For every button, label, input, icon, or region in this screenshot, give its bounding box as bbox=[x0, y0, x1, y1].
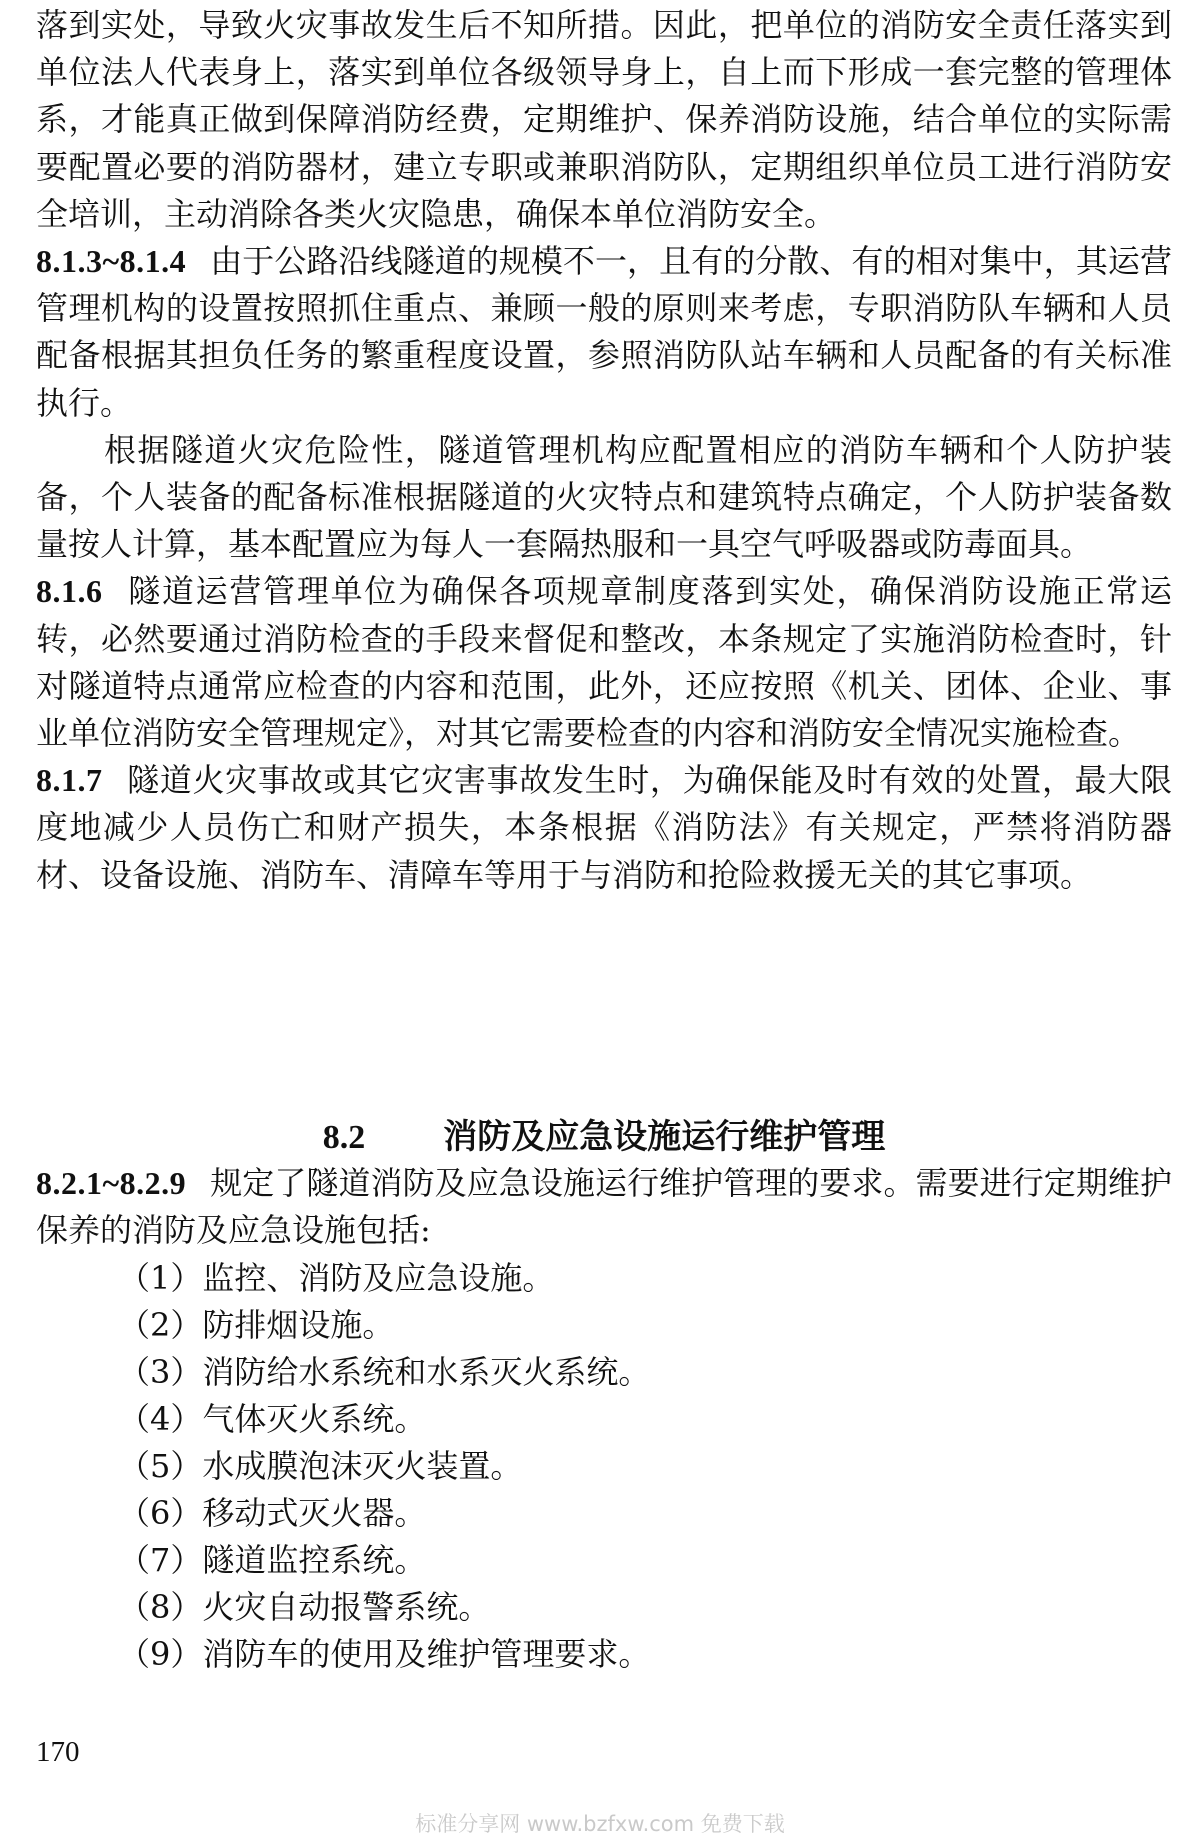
list-item: （9）消防车的使用及维护管理要求。 bbox=[118, 1635, 651, 1673]
list-item: （6）移动式灭火器。 bbox=[118, 1494, 427, 1532]
clause-number: 8.1.6 bbox=[36, 573, 103, 610]
clause-8-1-3-continuation: 根据隧道火灾危险性，隧道管理机构应配置相应的消防车辆和个人防护装备，个人装备的配备标准根据隧道的火灾特点和建筑特点确定，个人防护装备数量按人计算，基本配置应为每人一套隔热服和一具空气呼吸器或防毒面具。 bbox=[36, 430, 1172, 564]
clause-text: 规定了隧道消防及应急设施运行维护管理的要求。需要进行定期维护保养的消防及应急设施包括: bbox=[36, 1164, 1172, 1250]
clause-number: 8.1.3~8.1.4 bbox=[36, 243, 187, 280]
list-item: （4）气体灭火系统。 bbox=[118, 1400, 427, 1438]
list-item: （7）隧道监控系统。 bbox=[118, 1541, 427, 1579]
clause-8-1-6-paragraph bbox=[36, 568, 1172, 757]
clause-number: 8.2.1~8.2.9 bbox=[36, 1165, 187, 1201]
document-page bbox=[36, 2, 1172, 1673]
clause-8-1-7-paragraph bbox=[36, 757, 1172, 899]
list-item: （3）消防给水系统和水系灭火系统。 bbox=[118, 1353, 651, 1391]
section-heading bbox=[36, 1112, 1172, 1163]
clause-8-2-1-paragraph bbox=[36, 1160, 1172, 1254]
clause-text: 隧道火灾事故或其它灾害事故发生时，为确保能及时有效的处置，最大限度地减少人员伤亡和财产损失，本条根据《消防法》有关规定，严禁将消防器材、设备设施、消防车、清障车等用于与消防和抢险救援无关的其它事项。 bbox=[36, 761, 1172, 894]
watermark-text: 标准分享网 www.bzfxw.com 免费下载 bbox=[415, 1812, 785, 1836]
clause-text: 由于公路沿线隧道的规模不一，且有的分散、有的相对集中，其运营管理机构的设置按照抓住重点、兼顾一般的原则来考虑，专职消防队车辆和人员配备根据其担负任务的繁重程度设置，参照消防队站车辆和人员配备的有关标准执行。 bbox=[36, 242, 1172, 422]
list-item: （2）防排烟设施。 bbox=[118, 1306, 395, 1344]
clause-8-1-3-paragraph bbox=[36, 238, 1172, 427]
facility-list bbox=[118, 1255, 650, 1678]
clause-number: 8.1.7 bbox=[36, 762, 103, 799]
page-number: 170 bbox=[36, 1736, 80, 1768]
section-number: 8.2 bbox=[322, 1119, 366, 1156]
list-item: （1）监控、消防及应急设施。 bbox=[118, 1259, 555, 1297]
section-title-text: 消防及应急设施运行维护管理 bbox=[443, 1117, 886, 1157]
list-item: （5）水成膜泡沫灭火装置。 bbox=[118, 1447, 523, 1485]
clause-text: 隧道运营管理单位为确保各项规章制度落到实处，确保消防设施正常运转，必然要通过消防检查的手段来督促和整改，本条规定了实施消防检查时，针对隧道特点通常应检查的内容和范围，此外，还应按照《机关、团体、企业、事业单位消防安全管理规定》，对其它需要检查的内容和消防安全情况实施检查。 bbox=[36, 572, 1172, 753]
list-item: （8）火灾自动报警系统。 bbox=[118, 1588, 491, 1626]
intro-paragraph: 落到实处，导致火灾事故发生后不知所措。因此，把单位的消防安全责任落实到单位法人代表身上，落实到单位各级领导身上，自上而下形成一套完整的管理体系，才能真正做到保障消防经费，定期维护、保养消防设施，结合单位的实际需要配置必要的消防器材，建立专职或兼职消防队，定期组织单位员工进行消防安全培训，主动消除各类火灾隐患，确保本单位消防安全。 bbox=[36, 6, 1172, 233]
